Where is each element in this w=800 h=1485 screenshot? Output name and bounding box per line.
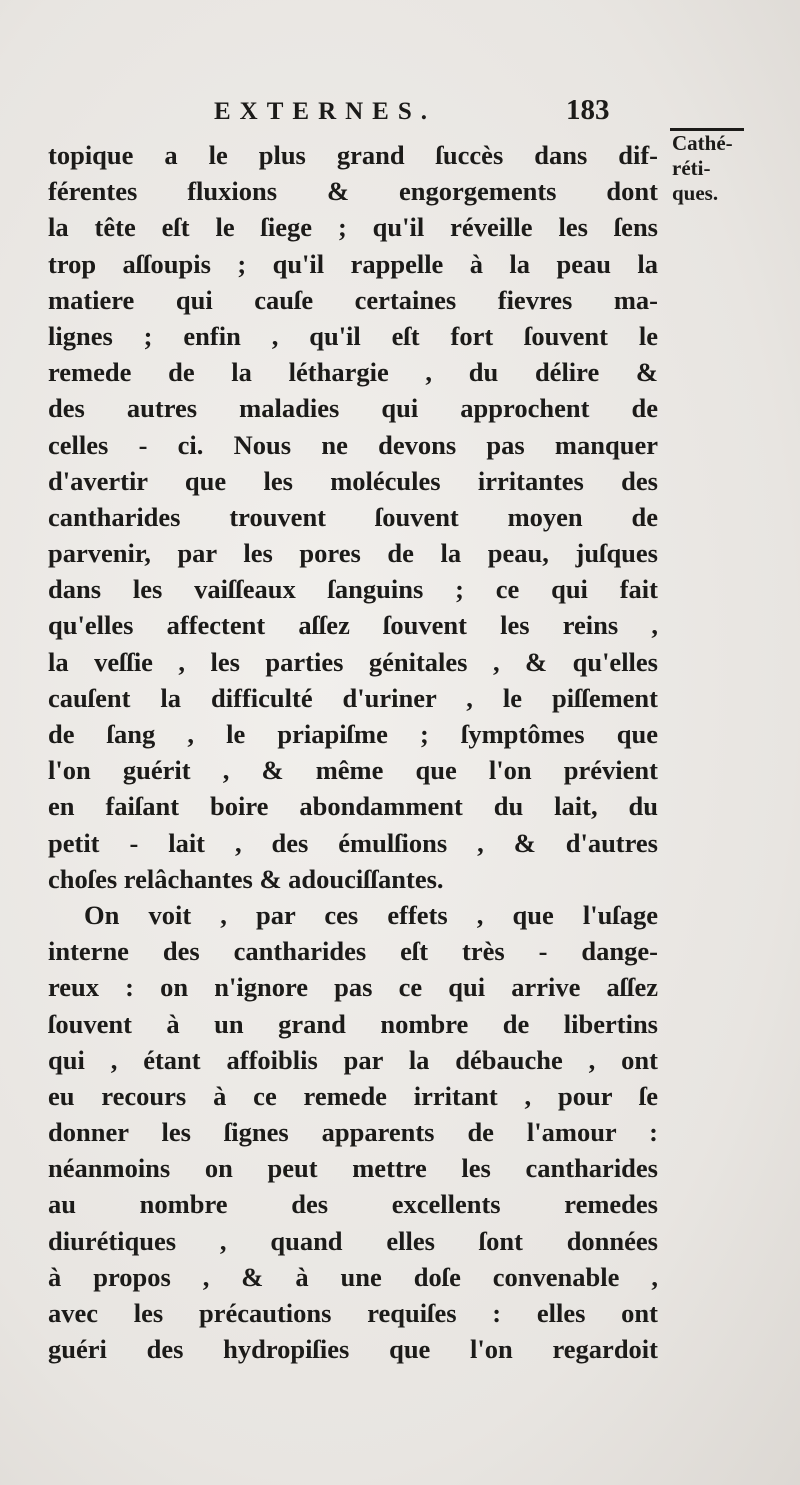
- running-head: EXTERNES.: [214, 98, 437, 125]
- text-line: qu'elles affectent aſſez ſouvent les reins ,: [48, 610, 658, 641]
- text-line: diurétiques , quand elles ſont données: [48, 1225, 658, 1256]
- text-line: au nombre des excellents remedes: [48, 1189, 658, 1220]
- text-line: lignes ; enfin , qu'il eſt fort ſouvent le: [48, 320, 658, 351]
- text-line: qui , étant affoiblis par la débauche , ont: [48, 1044, 658, 1075]
- text-line: eu recours à ce remede irritant , pour ſe: [48, 1080, 658, 1111]
- paragraph-2: [48, 897, 658, 1367]
- text-line: petit - lait , des émulſions , & d'autres: [48, 827, 658, 858]
- text-line: trop aſſoupis ; qu'il rappelle à la peau la: [48, 248, 658, 279]
- text-line: remede de la léthargie , du délire &: [48, 357, 658, 388]
- text-line: choſes relâchantes & adouciſſantes.: [48, 863, 444, 894]
- text-line: la tête eſt le ſiege ; qu'il réveille les ſens: [48, 212, 658, 243]
- text-line: topique a le plus grand ſuccès dans dif-: [48, 140, 658, 170]
- text-line: donner les ſignes apparents de l'amour :: [48, 1117, 658, 1148]
- text-line: l'on guérit , & même que l'on prévient: [48, 755, 658, 786]
- margin-note-line: Cathé-: [672, 131, 733, 155]
- text-line: néanmoins on peut mettre les cantharides: [48, 1153, 658, 1184]
- text-line: dans les vaiſſeaux ſanguins ; ce qui fait: [48, 574, 658, 605]
- text-line: des autres maladies qui approchent de: [48, 393, 658, 424]
- text-line: cauſent la difficulté d'uriner , le piſſement: [48, 682, 658, 713]
- text-line: reux : on n'ignore pas ce qui arrive aſſez: [48, 972, 658, 1003]
- text-line: parvenir, par les pores de la peau, juſques: [48, 538, 658, 569]
- text-line: interne des cantharides eſt très - dange-: [48, 936, 658, 967]
- text-line: cantharides trouvent ſouvent moyen de: [48, 501, 658, 532]
- text-line: On voit , par ces effets , que l'uſage: [84, 899, 658, 930]
- text-line: la veſſie , les parties génitales , & qu'elles: [48, 646, 658, 677]
- text-line: celles - ci. Nous ne devons pas manquer: [48, 429, 658, 460]
- paragraph-1: [48, 137, 658, 897]
- text-line: ſouvent à un grand nombre de libertins: [48, 1008, 658, 1039]
- text-line: matiere qui cauſe certaines fievres ma-: [48, 284, 658, 315]
- text-line: d'avertir que les molécules irritantes des: [48, 465, 658, 496]
- margin-note-line: réti-: [672, 156, 711, 180]
- margin-note: [666, 128, 766, 206]
- text-line: férentes fluxions & engorgements dont: [48, 176, 658, 207]
- page-header: [0, 92, 800, 132]
- text-line: à propos , & à une doſe convenable ,: [48, 1261, 658, 1292]
- text-line: avec les précautions requiſes : elles ont: [48, 1298, 658, 1328]
- page-number: 183: [566, 94, 610, 126]
- body-text: [48, 137, 658, 1367]
- text-line: guéri des hydropiſies que l'on regardoit: [48, 1334, 658, 1365]
- text-line: en faiſant boire abondamment du lait, du: [48, 791, 658, 822]
- text-line: de ſang , le priapiſme ; ſymptômes que: [48, 719, 658, 749]
- margin-note-line: ques.: [672, 181, 719, 205]
